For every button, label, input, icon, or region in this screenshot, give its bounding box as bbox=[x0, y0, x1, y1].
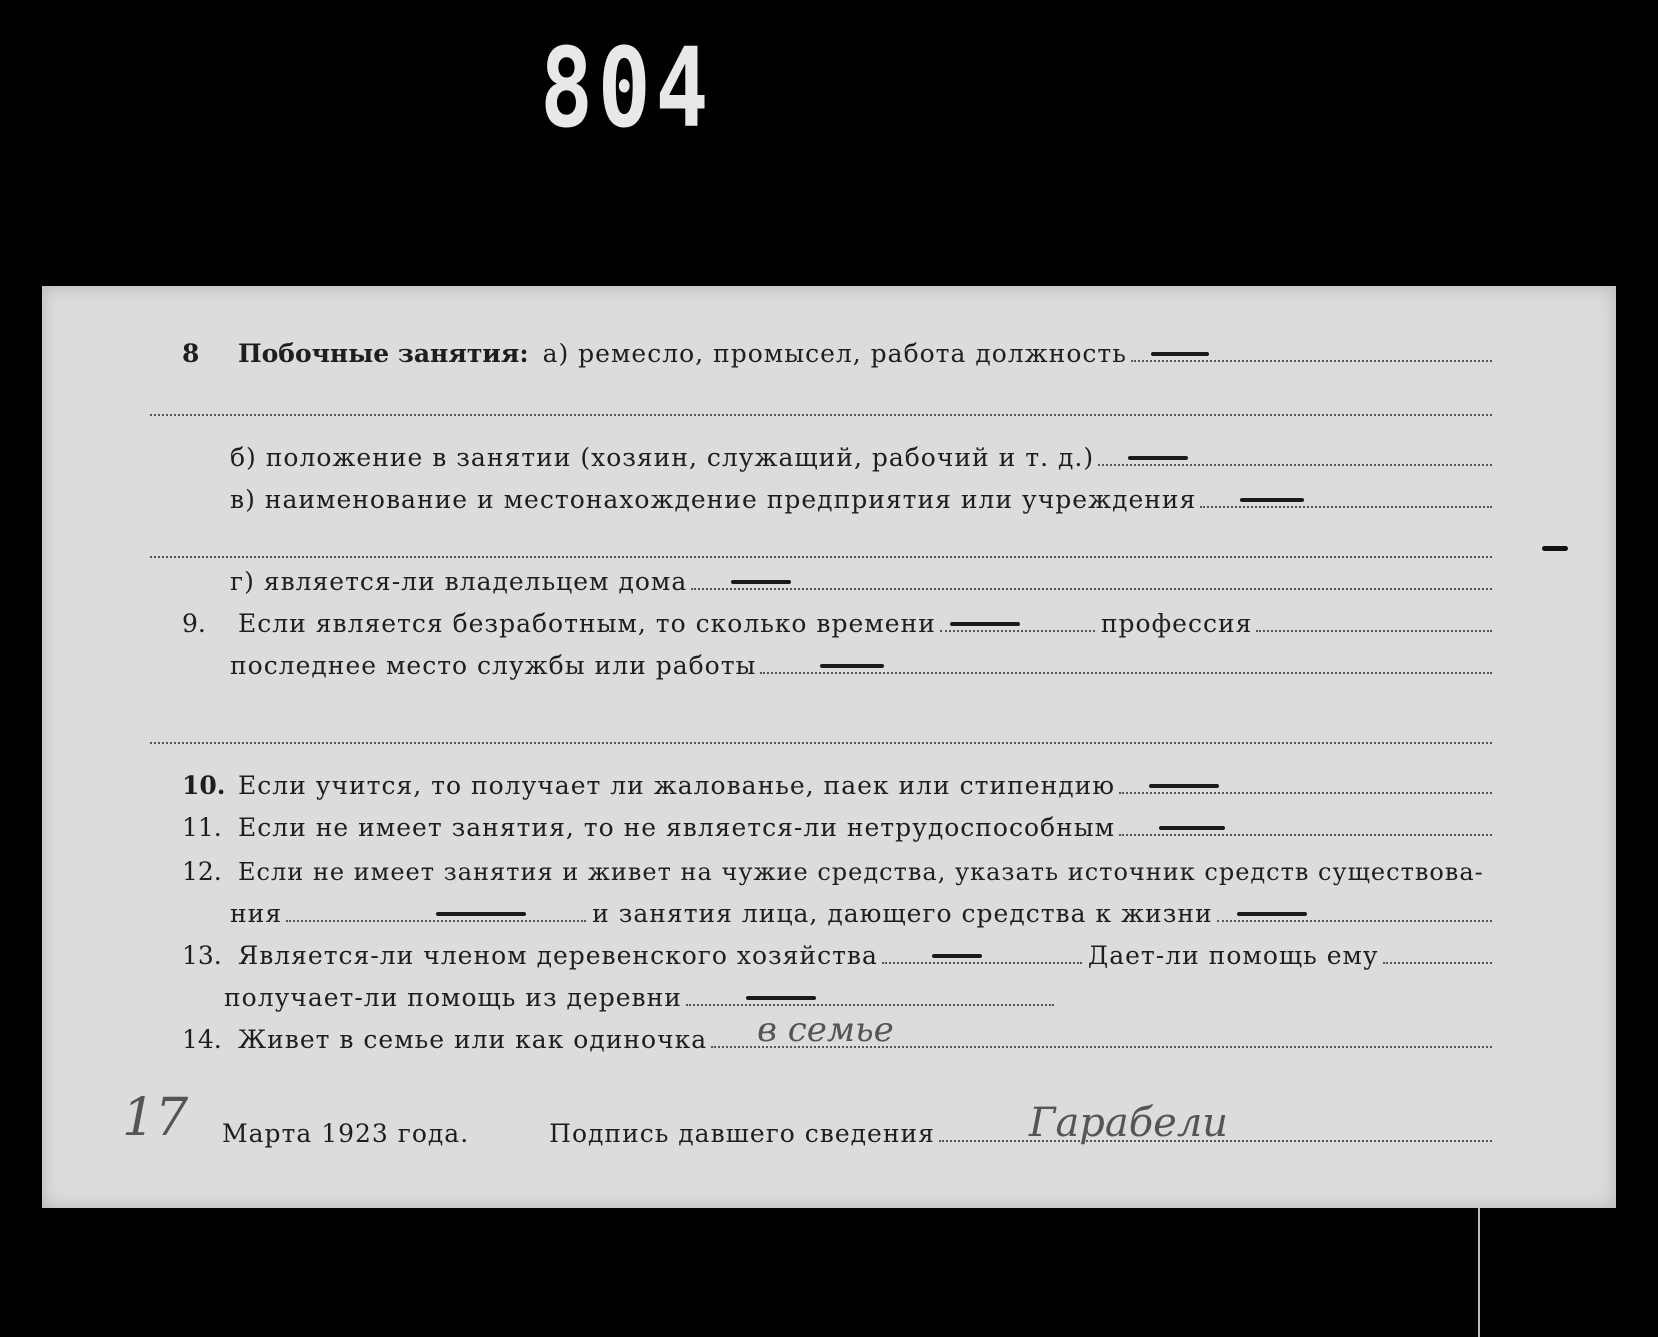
q8b-label: б) положение в занятии (хозяин, служащий, рабочий и т. д.) bbox=[230, 443, 1095, 472]
q11-number: 11. bbox=[182, 813, 222, 842]
q8-row-g bbox=[230, 562, 1492, 596]
q11-label: Если не имеет занятия, то не является-ли нетрудоспособным bbox=[238, 813, 1116, 842]
q10-label: Если учится, то получает ли жалованье, паек или стипендию bbox=[238, 771, 1116, 800]
q9-duration-line bbox=[940, 629, 1095, 632]
q14-answer-line bbox=[711, 1010, 1492, 1050]
q12-row-cont bbox=[230, 894, 1492, 928]
q8g-label: г) является-ли владельцем дома bbox=[230, 567, 688, 596]
q13-row bbox=[182, 936, 1492, 970]
q11-dash bbox=[1159, 826, 1225, 830]
q13-help-gives-line bbox=[1383, 961, 1492, 964]
q8-row-b bbox=[230, 438, 1492, 472]
q9-label: Если является безработным, то сколько времени bbox=[238, 609, 936, 638]
q8v-dash bbox=[1240, 498, 1304, 502]
q12-label: Если не имеет занятия и живет на чужие средства, указать источник средств существова- bbox=[238, 858, 1484, 886]
q13-help-receives-dash bbox=[746, 996, 816, 1000]
q9-duration-dash bbox=[950, 622, 1020, 626]
q8v-answer-line bbox=[1200, 505, 1492, 508]
q8-number: 8 bbox=[182, 339, 200, 368]
footer-row bbox=[122, 1088, 1492, 1148]
q9-profession-label: профессия bbox=[1100, 609, 1253, 638]
signature-line bbox=[939, 1100, 1492, 1146]
q12-source-line bbox=[286, 919, 586, 922]
q12-label-2: и занятия лица, дающего средства к жизни bbox=[592, 899, 1213, 928]
footer-day: 17 bbox=[122, 1088, 189, 1148]
signature-label: Подпись давшего сведения bbox=[549, 1119, 935, 1148]
q8b-dash bbox=[1128, 456, 1188, 460]
q9-row bbox=[182, 604, 1492, 638]
q13-row-2 bbox=[224, 978, 1054, 1012]
q8a-label: а) ремесло, промысел, работа должность bbox=[542, 339, 1127, 368]
q14-number: 14. bbox=[182, 1025, 222, 1054]
q8-row-v bbox=[230, 480, 1492, 514]
q8g-dash bbox=[731, 580, 791, 584]
q12-label-cont: ния bbox=[230, 899, 283, 928]
q13-number: 13. bbox=[182, 941, 222, 970]
q13-label: Является-ли членом деревенского хозяйства bbox=[238, 941, 878, 970]
q13-member-dash bbox=[932, 954, 982, 958]
q9-last-place-label: последнее место службы или работы bbox=[230, 651, 757, 680]
q13-help-receives-label: получает-ли помощь из деревни bbox=[224, 983, 682, 1012]
q9-number: 9. bbox=[182, 609, 206, 638]
q8a-answer-line bbox=[1131, 359, 1492, 362]
q11-answer-line bbox=[1119, 833, 1492, 836]
q10-row bbox=[182, 766, 1492, 800]
q14-handwritten-answer: в семье bbox=[757, 1010, 894, 1050]
footer-date: Марта 1923 года. bbox=[222, 1119, 470, 1148]
q12-number: 12. bbox=[182, 857, 222, 886]
census-card bbox=[42, 286, 1616, 1208]
q9-last-place-row bbox=[230, 646, 1492, 680]
q14-label: Живет в семье или как одиночка bbox=[238, 1025, 708, 1054]
q8-row-a bbox=[182, 334, 1492, 368]
q8b-answer-line bbox=[1098, 463, 1492, 466]
q12-source-dash bbox=[436, 912, 526, 916]
side-mark bbox=[1542, 546, 1568, 551]
q10-number: 10. bbox=[182, 771, 226, 800]
q8a-continuation-line bbox=[150, 414, 1492, 416]
q14-row bbox=[182, 1010, 1492, 1054]
q8-title: Побочные занятия: bbox=[238, 339, 529, 368]
film-edge-line bbox=[1478, 1208, 1480, 1337]
handwritten-signature: Гарабели bbox=[1028, 1100, 1229, 1146]
frame-number: 804 bbox=[540, 24, 714, 152]
q12-occupation-line bbox=[1217, 919, 1492, 922]
q13-member-line bbox=[882, 961, 1082, 964]
q9-continuation-line bbox=[150, 742, 1492, 744]
q9-profession-line bbox=[1256, 629, 1492, 632]
q10-answer-line bbox=[1119, 791, 1492, 794]
q12-occupation-dash bbox=[1237, 912, 1307, 916]
q8a-dash bbox=[1151, 352, 1209, 356]
q11-row bbox=[182, 808, 1492, 842]
q8v-label: в) наименование и местонахождение предприятия или учреждения bbox=[230, 485, 1197, 514]
q10-dash bbox=[1149, 784, 1219, 788]
q8g-answer-line bbox=[691, 587, 1492, 590]
q9-last-place-line bbox=[760, 671, 1492, 674]
q13-help-gives-label: Дает-ли помощь ему bbox=[1087, 941, 1379, 970]
q12-row bbox=[182, 852, 1492, 886]
q9-last-place-dash bbox=[820, 664, 884, 668]
q13-help-receives-line bbox=[686, 1003, 1054, 1006]
q8v-continuation-line bbox=[150, 556, 1492, 558]
